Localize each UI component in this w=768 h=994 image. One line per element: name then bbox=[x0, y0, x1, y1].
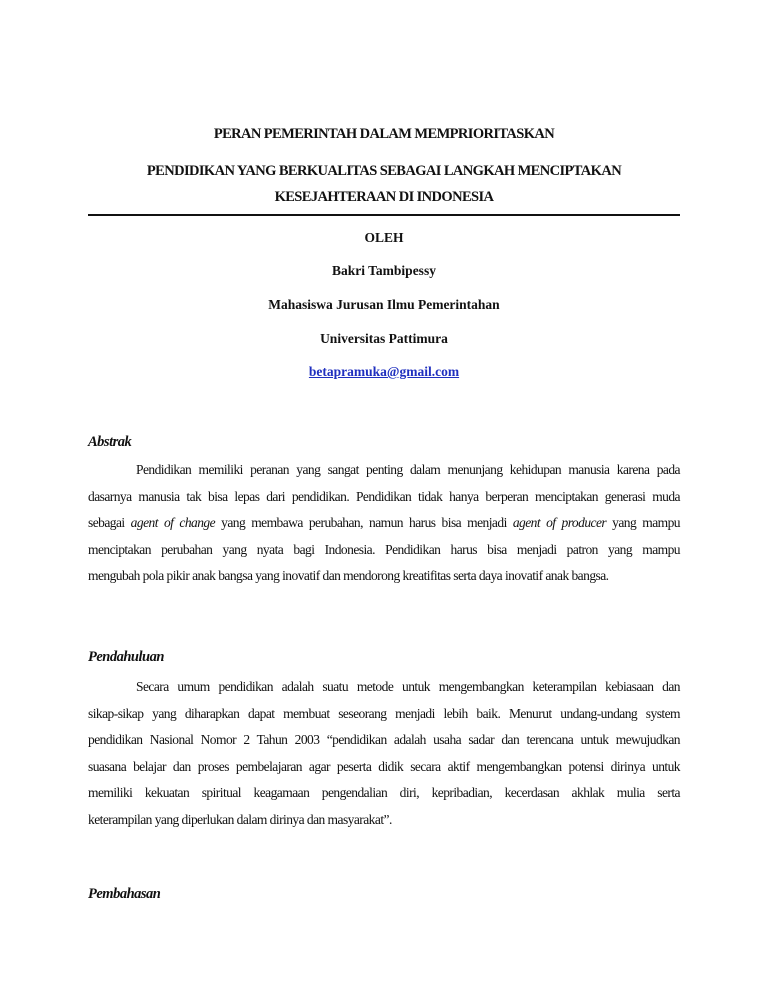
title-line-3: KESEJAHTERAAN DI INDONESIA bbox=[274, 189, 494, 205]
introduction-paragraph bbox=[88, 678, 680, 837]
italic-term: agent of change bbox=[130, 515, 216, 530]
paragraph-line bbox=[88, 541, 680, 568]
text-segment: memiliki kekuatan spiritual keagamaan pengendalian diri, kepribadian, kecerdasan akhlak mulia serta bbox=[88, 785, 680, 800]
paragraph-line bbox=[88, 705, 680, 732]
paragraph-line bbox=[88, 461, 680, 488]
author-university: Universitas Pattimura bbox=[320, 331, 448, 346]
text-segment: Pendidikan memiliki peranan yang sangat penting dalam menunjang kehidupan manusia karena pada bbox=[136, 462, 680, 477]
title-divider bbox=[88, 214, 680, 216]
title-line-2: PENDIDIKAN YANG BERKUALITAS SEBAGAI LANGKAH MENCIPTAKAN bbox=[146, 163, 622, 179]
paragraph-line bbox=[88, 731, 680, 758]
title-line-1: PERAN PEMERINTAH DALAM MEMPRIORITASKAN bbox=[213, 126, 555, 142]
text-segment: yang membawa perubahan, namun harus bisa menjadi bbox=[215, 515, 513, 530]
text-segment: menciptakan perubahan yang nyata bagi Indonesia. Pendidikan harus bisa menjadi patron yang mampu bbox=[88, 541, 680, 557]
paragraph-line bbox=[88, 811, 680, 838]
italic-term: agent of producer bbox=[512, 515, 607, 530]
author-affiliation: Mahasiswa Jurusan Ilmu Pemerintahan bbox=[268, 297, 500, 312]
paragraph-line bbox=[88, 514, 680, 541]
author-email-row bbox=[88, 363, 680, 381]
paragraph-line bbox=[88, 758, 680, 785]
text-segment: yang mampu bbox=[606, 515, 680, 530]
text-segment: sikap-sikap yang diharapkan dapat membuat seseorang menjadi lebih baik. Menurut undang-undang system bbox=[88, 705, 680, 721]
paragraph-line bbox=[88, 488, 680, 515]
paragraph-line bbox=[88, 678, 680, 705]
text-segment: pendidikan Nasional Nomor 2 Tahun 2003 “pendidikan adalah usaha sadar dan terencana untuk mewujudkan bbox=[88, 732, 680, 747]
paragraph-line bbox=[88, 567, 680, 594]
text-segment: Secara umum pendidikan adalah suatu metode untuk mengembangkan keterampilan kebiasaan dan bbox=[136, 679, 680, 694]
introduction-heading: Pendahuluan bbox=[88, 649, 164, 665]
text-segment: sebagai bbox=[88, 515, 131, 530]
abstract-paragraph bbox=[88, 461, 680, 594]
abstract-heading: Abstrak bbox=[88, 434, 132, 450]
text-segment: suasana belajar dan proses pembelajaran agar peserta didik secara aktif mengembangkan potensi dirinya untuk bbox=[88, 758, 680, 774]
discussion-heading: Pembahasan bbox=[88, 886, 161, 902]
author-name: Bakri Tambipessy bbox=[332, 263, 436, 278]
text-segment: keterampilan yang diperlukan dalam dirinya dan masyarakat”. bbox=[88, 811, 392, 827]
text-segment: mengubah pola pikir anak bangsa yang inovatif dan mendorong kreatifitas serta daya inovatif anak bangsa. bbox=[88, 568, 609, 583]
byline-oleh: OLEH bbox=[364, 230, 404, 245]
text-segment: dasarnya manusia tak bisa lepas dari pendidikan. Pendidikan tidak hanya berperan menciptakan generasi muda bbox=[88, 488, 680, 504]
paragraph-line bbox=[88, 784, 680, 811]
author-email-link[interactable]: betapramuka@gmail.com bbox=[308, 364, 460, 379]
